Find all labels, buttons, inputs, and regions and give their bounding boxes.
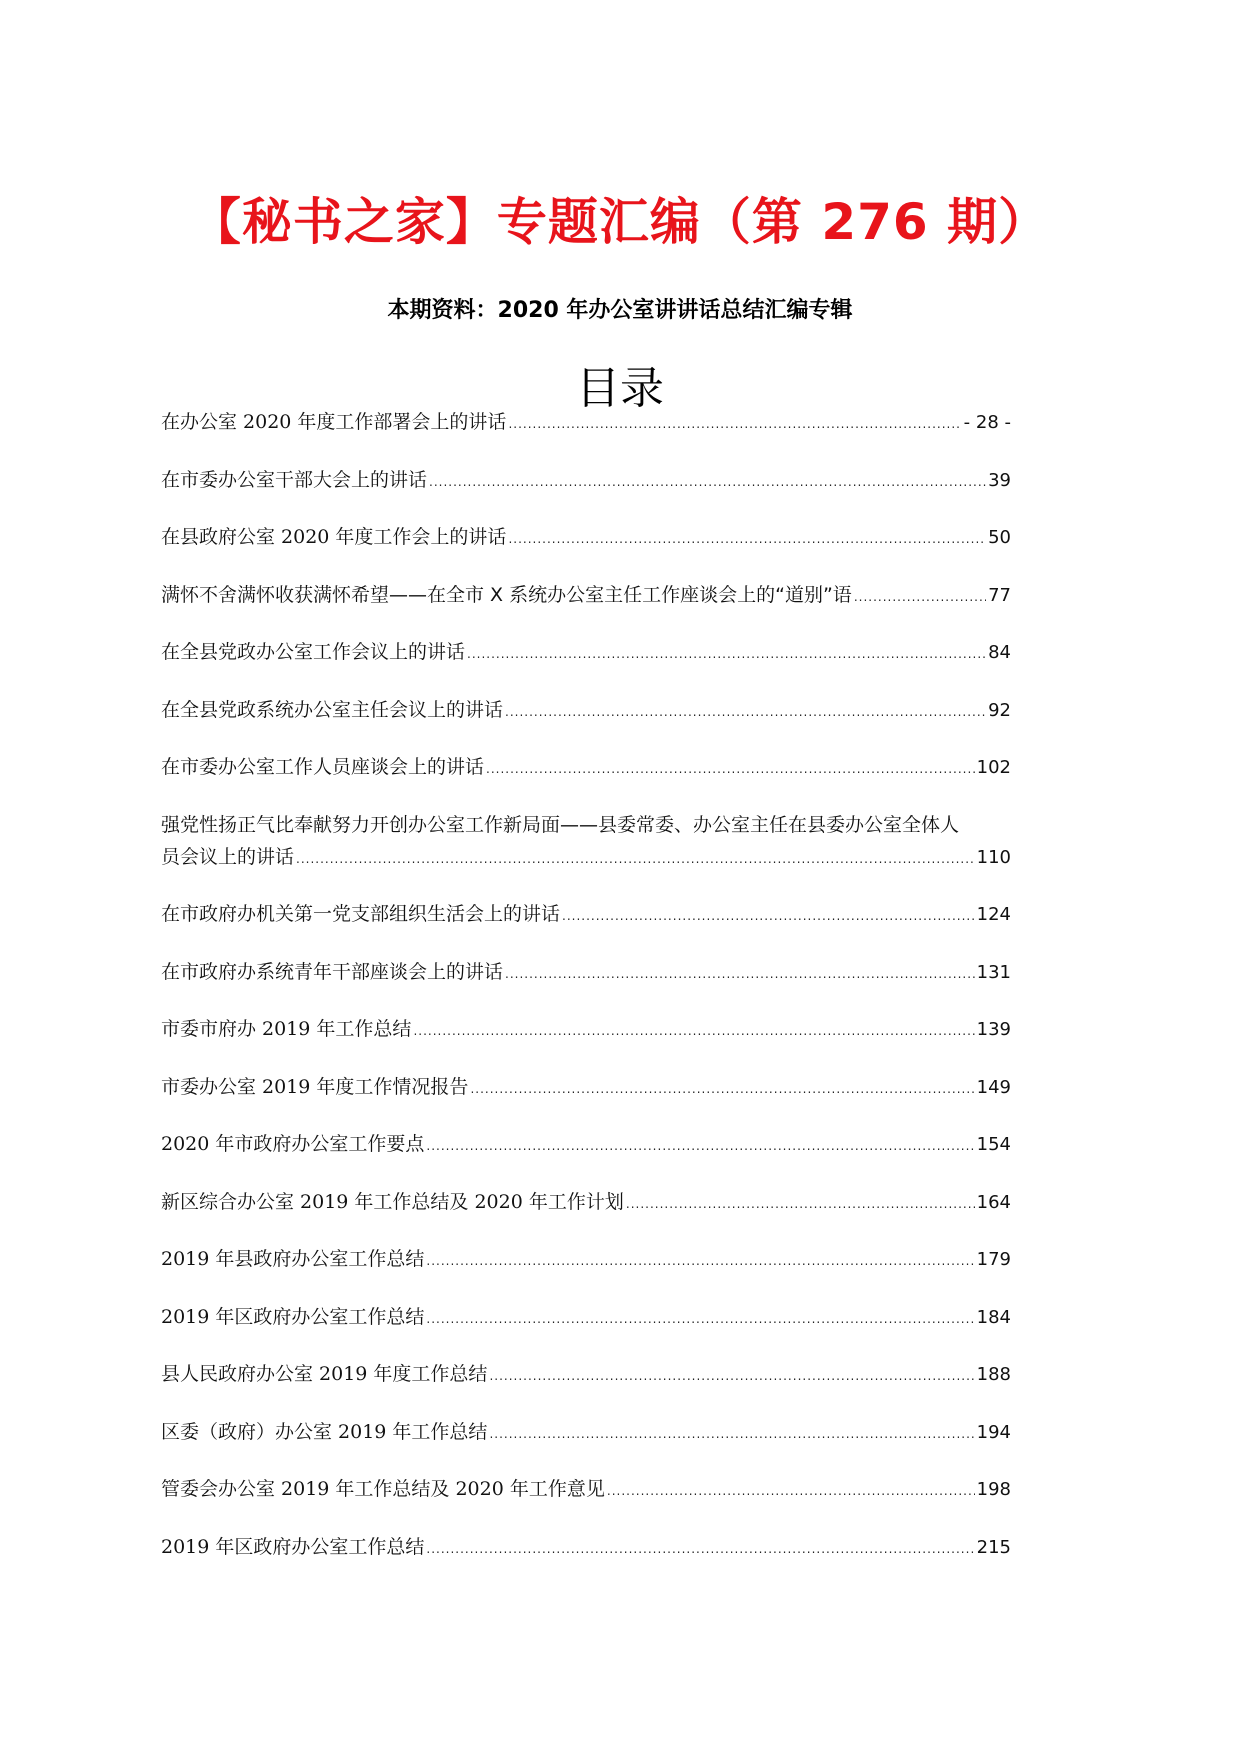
toc-entry-title: 在办公室 2020 年度工作部署会上的讲话	[161, 411, 507, 433]
toc-entry-title: 在市政府办系统青年干部座谈会上的讲话	[161, 960, 504, 983]
toc-entry-page: 149	[976, 1076, 1011, 1098]
toc-entry[interactable]	[161, 1129, 1011, 1159]
toc-entry-title: 县人民政府办公室 2019 年度工作总结	[161, 1363, 488, 1385]
toc-leader-dots	[854, 582, 986, 612]
toc-entry-page: 131	[976, 961, 1011, 983]
toc-entry[interactable]	[161, 580, 1011, 610]
toc-leader-dots	[508, 524, 986, 554]
toc-entry-title	[161, 580, 852, 610]
toc-entry[interactable]	[161, 1359, 1011, 1389]
toc-leader-dots	[426, 1304, 974, 1334]
toc-entry-title-cont: 员会议上的讲话	[161, 845, 295, 868]
table-of-contents	[161, 407, 1011, 1589]
toc-leader-dots	[505, 697, 986, 727]
document-subtitle: 本期资料：2020 年办公室讲讲话总结汇编专辑	[387, 298, 853, 323]
toc-entry-page: 154	[976, 1134, 1011, 1155]
toc-entry[interactable]	[161, 407, 1011, 437]
toc-entry[interactable]	[161, 1474, 1011, 1504]
toc-entry[interactable]	[161, 695, 1011, 725]
toc-entry-title: 在市委办公室工作人员座谈会上的讲话	[161, 756, 485, 778]
toc-entry-page: 164	[976, 1191, 1011, 1213]
toc-entry-title-line1	[161, 810, 1011, 842]
toc-leader-dots	[626, 1189, 975, 1219]
toc-entry-title: 市委市府办 2019 年工作总结	[161, 1018, 412, 1040]
toc-leader-dots	[607, 1476, 975, 1506]
toc-entry[interactable]	[161, 957, 1011, 987]
toc-entry-page: 179	[976, 1249, 1011, 1270]
toc-leader-dots	[489, 1361, 974, 1391]
toc-entry-title: 2019 年区政府办公室工作总结	[161, 1535, 425, 1558]
toc-leader-dots	[562, 901, 975, 931]
toc-entry-page: 84	[988, 642, 1011, 663]
toc-entry-page: 39	[988, 469, 1011, 491]
toc-entry-title: 在县政府公室 2020 年度工作会上的讲话	[161, 526, 507, 548]
toc-entry-page: - 28 -	[963, 412, 1011, 433]
toc-entry-title: 管委会办公室 2019 年工作总结及 2020 年工作意见	[161, 1478, 605, 1500]
toc-leader-dots	[426, 1246, 974, 1276]
toc-leader-dots	[296, 844, 975, 874]
toc-leader-dots	[429, 467, 986, 497]
toc-entry-title: 区委（政府）办公室 2019 年工作总结	[161, 1420, 488, 1443]
toc-entry-page: 188	[976, 1364, 1011, 1385]
toc-entry-title: 在全县党政办公室工作会议上的讲话	[161, 641, 466, 663]
toc-entry-title: 在市委办公室干部大会上的讲话	[161, 468, 428, 491]
toc-entry-page: 77	[988, 584, 1011, 606]
toc-entry-page: 139	[976, 1019, 1011, 1040]
toc-leader-dots	[470, 1074, 974, 1104]
toc-entry-title: 在全县党政系统办公室主任会议上的讲话	[161, 698, 504, 721]
toc-leader-dots	[508, 409, 961, 439]
toc-entry[interactable]	[161, 1244, 1011, 1274]
toc-entry-title: 2019 年县政府办公室工作总结	[161, 1248, 425, 1270]
toc-entry[interactable]	[161, 752, 1011, 782]
toc-leader-dots	[486, 754, 975, 784]
toc-entry-page: 102	[976, 757, 1011, 778]
toc-entry-title: 2020 年市政府办公室工作要点	[161, 1133, 425, 1155]
toc-leader-dots	[489, 1419, 974, 1449]
toc-entry-title: 市委办公室 2019 年度工作情况报告	[161, 1075, 469, 1098]
toc-entry-page: 198	[976, 1479, 1011, 1500]
toc-entry-title-main: 满怀不舍满怀收获满怀希望	[161, 583, 390, 606]
toc-entry[interactable]	[161, 522, 1011, 552]
toc-entry-page: 92	[988, 699, 1011, 721]
toc-entry[interactable]	[161, 465, 1011, 495]
toc-entry-title: 新区综合办公室 2019 年工作总结及 2020 年工作计划	[161, 1190, 624, 1213]
toc-entry-page: 124	[976, 904, 1011, 925]
toc-entry-page: 194	[976, 1421, 1011, 1443]
toc-leader-dots	[426, 1131, 974, 1161]
toc-leader-dots	[505, 959, 975, 989]
toc-entry-title-sub: ——在全市 X 系统办公室主任工作座谈会上的“道别”语	[389, 583, 852, 606]
toc-entry-page: 215	[976, 1536, 1011, 1558]
toc-entry-title-main: 强党性扬正气比奉献努力开创办公室工作新局面	[161, 813, 561, 836]
toc-entry[interactable]	[161, 1417, 1011, 1447]
toc-entry-title-sub: ——县委常委、办公室主任在县委办公室全体人	[560, 813, 960, 836]
toc-heading: 目录	[576, 363, 664, 414]
toc-entry[interactable]	[161, 810, 1011, 872]
toc-entry[interactable]	[161, 1014, 1011, 1044]
toc-entry-wrap	[161, 810, 1011, 872]
toc-entry[interactable]	[161, 1532, 1011, 1562]
toc-entry-title-line2	[161, 842, 1011, 872]
toc-entry-title: 2019 年区政府办公室工作总结	[161, 1305, 425, 1328]
toc-leader-dots	[426, 1534, 974, 1564]
toc-entry[interactable]	[161, 1302, 1011, 1332]
toc-leader-dots	[413, 1016, 974, 1046]
toc-entry-page: 50	[988, 527, 1011, 548]
toc-entry-title: 在市政府办机关第一党支部组织生活会上的讲话	[161, 903, 561, 925]
toc-entry[interactable]	[161, 637, 1011, 667]
toc-entry[interactable]	[161, 899, 1011, 929]
toc-entry[interactable]	[161, 1187, 1011, 1217]
document-title: 【秘书之家】专题汇编（第 276 期）	[190, 193, 1050, 251]
toc-entry[interactable]	[161, 1072, 1011, 1102]
toc-entry-page: 184	[976, 1306, 1011, 1328]
toc-leader-dots	[467, 639, 986, 669]
toc-entry-page: 110	[976, 846, 1011, 868]
